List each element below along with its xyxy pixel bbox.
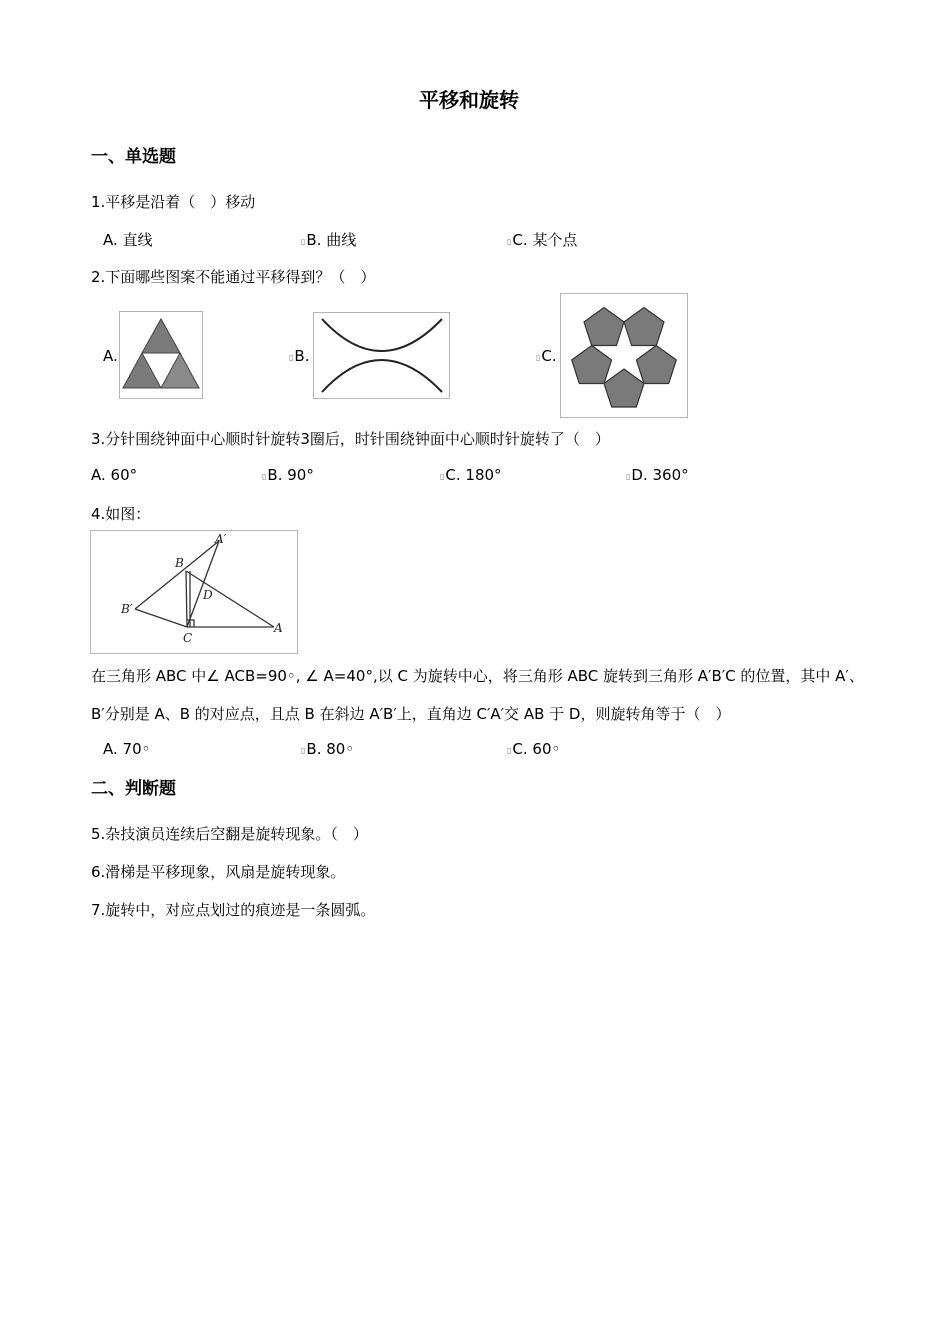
- option-marker-icon: ▯: [507, 746, 512, 755]
- question-3-stem: 3.分针围绕钟面中心顺时针旋转3圈后，时针围绕钟面中心顺时针旋转了（ ）: [91, 430, 610, 448]
- question-4-stem: 4.如图：: [91, 505, 151, 523]
- q1-option-b-label: B. 曲线: [306, 231, 357, 249]
- q3-option-a-label: A. 60°: [91, 466, 138, 484]
- q4-option-c-label: C. 60◦: [512, 740, 561, 758]
- lower-arc-shape: [322, 360, 442, 392]
- pentagon-shape-3: [636, 346, 676, 384]
- q2-figure-pentagons: [560, 293, 688, 418]
- edge-cb: [186, 571, 187, 627]
- q3-option-b[interactable]: [262, 466, 314, 484]
- option-marker-icon: ▯: [626, 472, 631, 481]
- section-heading-single-choice: 一、单选题: [91, 147, 176, 167]
- question-2-stem: 2.下面哪些图案不能通过平移得到？（ ）: [91, 268, 376, 286]
- label-b: B: [175, 556, 184, 570]
- option-marker-icon: ▯: [289, 353, 294, 362]
- pentagon-shape-1: [584, 308, 624, 346]
- upper-arc-shape: [322, 319, 442, 351]
- option-marker-icon: ▯: [262, 472, 267, 481]
- question-4-text-line-1: 在三角形 ABC 中∠ ACB=90◦, ∠ A=40°,以 C 为旋转中心，将三角形 ABC 旋转到三角形 A′B′C 的位置，其中 A′、: [91, 667, 864, 685]
- pentagon-shape-2: [624, 308, 664, 346]
- label-a-prime: A′: [215, 532, 227, 546]
- q3-option-c-label: C. 180°: [445, 466, 502, 484]
- question-6: 6.滑梯是平移现象，风扇是旋转现象。: [91, 863, 346, 881]
- question-4-text-line-2: B′分别是 A、B 的对应点，且点 B 在斜边 A′B′上，直角边 C′A′交 AB 于 D，则旋转角等于（ ）: [91, 705, 731, 723]
- pentagon-shape-4: [604, 369, 644, 407]
- edge-bprime-c: [135, 609, 187, 627]
- q4-option-a-label: A. 70◦: [103, 740, 151, 758]
- section-heading-true-false: 二、判断题: [91, 779, 176, 799]
- label-d: D: [203, 588, 213, 602]
- page-title: 平移和旋转: [419, 88, 519, 112]
- q4-option-a[interactable]: [103, 740, 150, 758]
- label-a: A: [274, 621, 283, 635]
- option-marker-icon: ▯: [301, 746, 306, 755]
- q3-option-d[interactable]: [626, 466, 689, 484]
- label-c: C: [183, 631, 193, 645]
- q4-geometry-figure: [90, 530, 298, 654]
- q3-option-b-label: B. 90°: [267, 466, 314, 484]
- label-b-prime: B′: [121, 602, 133, 616]
- q2-option-b[interactable]: [289, 347, 309, 365]
- q2-option-c-label: C.: [541, 347, 557, 365]
- pentagon-shape-5: [572, 346, 612, 384]
- q3-option-c[interactable]: [440, 466, 502, 484]
- q2-figure-curves: [313, 312, 450, 399]
- triangle-top-shape: [142, 319, 180, 353]
- q1-option-a-label: A. 直线: [103, 231, 153, 249]
- q1-option-a[interactable]: [103, 229, 153, 250]
- q3-option-a[interactable]: [91, 466, 137, 484]
- question-5: 5.杂技演员连续后空翻是旋转现象。（ ）: [91, 825, 368, 843]
- q1-option-c[interactable]: [507, 229, 577, 250]
- q4-option-b[interactable]: [301, 740, 354, 758]
- question-7: 7.旋转中，对应点划过的痕迹是一条圆弧。: [91, 901, 376, 919]
- option-marker-icon: ▯: [507, 237, 512, 246]
- option-marker-icon: ▯: [301, 237, 306, 246]
- edge-ba: [186, 571, 274, 627]
- q1-option-b[interactable]: [301, 229, 356, 250]
- q2-option-c[interactable]: [536, 347, 557, 365]
- q2-option-a-label: A.: [103, 347, 118, 365]
- q2-figure-triangles: [119, 311, 203, 399]
- q2-option-b-label: B.: [294, 347, 310, 365]
- q2-option-a[interactable]: [103, 347, 118, 365]
- question-1-stem: 1.平移是沿着（ ）移动: [91, 193, 256, 211]
- q3-option-d-label: D. 360°: [631, 466, 689, 484]
- option-marker-icon: ▯: [536, 353, 541, 362]
- q1-option-c-label: C. 某个点: [512, 231, 578, 249]
- q4-option-b-label: B. 80◦: [306, 740, 355, 758]
- q4-option-c[interactable]: [507, 740, 560, 758]
- option-marker-icon: ▯: [440, 472, 445, 481]
